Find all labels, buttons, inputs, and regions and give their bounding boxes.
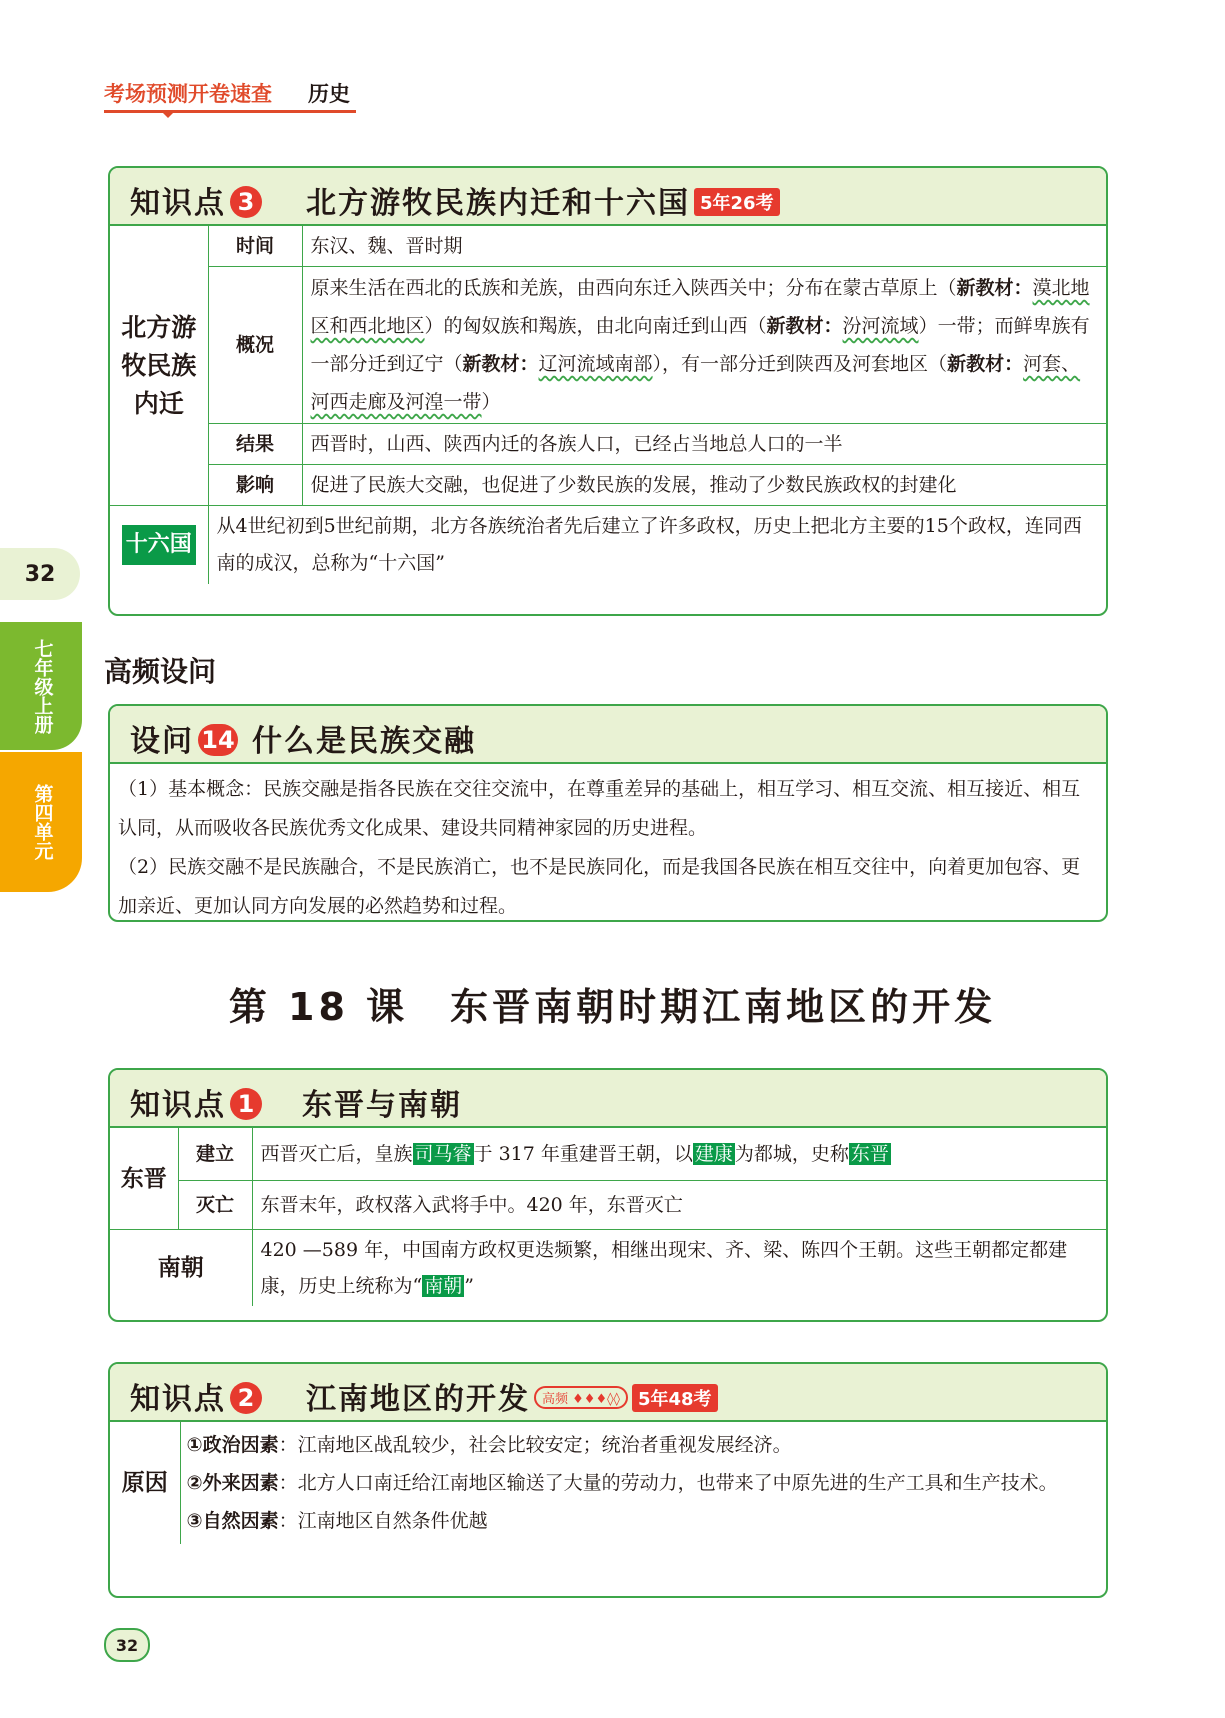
kp3-title: 北方游牧民族内迁和十六国 5年26考 (306, 178, 780, 222)
result-label: 结果 (208, 424, 302, 465)
header-subject: 历史 (308, 82, 350, 106)
kp2-title: 江南地区的开发 高频 ♦♦♦◊◊ 5年48考 (306, 1374, 718, 1418)
header-rule (104, 110, 356, 113)
kp2-box (108, 1362, 1108, 1598)
kp1-table (110, 1128, 1106, 1306)
kp1-number: 1 (230, 1088, 262, 1120)
kp3-box (108, 166, 1108, 616)
q14-box (108, 704, 1108, 922)
lesson-title: 第 18 课 东晋南朝时期江南地区的开发 (228, 985, 997, 1029)
result-value: 西晋时，山西、陕西内迁的各族人口，已经占当地总人口的一半 (302, 424, 1106, 465)
side-grade-tab: 七年级上册 (0, 622, 82, 750)
highlight-dongjin: 东晋 (850, 1143, 889, 1165)
q14-label: 设问 14 (130, 716, 238, 760)
fall-label: 灭亡 (178, 1181, 252, 1230)
kp2-table (110, 1422, 1106, 1544)
q14-title: 什么是民族交融 (252, 724, 476, 759)
q14-body (110, 764, 1106, 922)
q14-header (110, 706, 1106, 764)
sixteen-value: 从4世纪初到5世纪前期，北方各族统治者先后建立了许多政权，历史上把北方主要的15个政权，连同西南的成汉，总称为“十六国” (208, 506, 1106, 585)
kp1-label: 知识点 1 (130, 1080, 262, 1124)
overview-value: 原来生活在西北的氐族和羌族，由西向东迁入陕西关中；分布在蒙古草原上（新教材：漠北地区和西北地区）的匈奴族和羯族，由北向南迁到山西（新教材：汾河流域）一带；而鲜卑族有一部分迁到辽宁（新教材：辽河流域南部），有一部分迁到陕西及河套地区（新教材：河套、河西走廊及河湟一带） (302, 267, 1106, 424)
highlight-nanchao: 南朝 (424, 1275, 463, 1297)
sixteen-label-cell (110, 506, 208, 585)
kp2-header (110, 1364, 1106, 1422)
kp3-number: 3 (230, 186, 262, 218)
kp3-group-label: 北方游牧民族内迁 (110, 226, 208, 506)
kp3-table (110, 226, 1106, 584)
sixteen-label: 十六国 (122, 525, 196, 565)
kp2-number: 2 (230, 1382, 262, 1414)
kp1-box (108, 1068, 1108, 1322)
nanchao-value: 420 —589 年，中国南方政权更迭频繁，相继出现宋、齐、梁、陈四个王朝。这些王朝都定都建康，历史上统称为“ 南朝 ” (252, 1230, 1106, 1307)
section-title: 高频设问 (104, 655, 217, 688)
reason-item: ③自然因素：江南地区自然条件优越 (186, 1510, 488, 1532)
q14-number: 14 (198, 724, 238, 756)
time-value: 东汉、魏、晋时期 (302, 226, 1106, 267)
side-unit-tab: 第四单元 (0, 752, 82, 892)
impact-value: 促进了民族大交融，也促进了少数民族的发展，推动了少数民族政权的封建化 (302, 465, 1106, 506)
q14-para-1: （1）基本概念：民族交融是指各民族在交往交流中，在尊重差异的基础上，相互学习、相互交流、相互接近、相互认同，从而吸收各民族优秀文化成果、建设共同精神家园的历史进程。 (118, 778, 1081, 839)
dongjin-label: 东晋 (110, 1128, 178, 1230)
side-page-tab: 32 (0, 548, 80, 600)
found-value: 西晋灭亡后，皇族 司马睿 于 317 年重建晋王朝，以 建康 为都城，史称 东晋 (252, 1128, 1106, 1181)
nanchao-label: 南朝 (110, 1230, 252, 1307)
flame-icons: ♦♦♦◊◊ (572, 1392, 620, 1407)
reason-list (180, 1422, 1106, 1544)
reason-item: ②外来因素：北方人口南迁给江南地区输送了大量的劳动力，也带来了中原先进的生产工具和生产技术。 (186, 1472, 1058, 1494)
overview-label: 概况 (208, 267, 302, 424)
kp2-label: 知识点 2 (130, 1374, 262, 1418)
page-number: 32 (104, 1628, 150, 1662)
q14-para-2: （2）民族交融不是民族融合，不是民族消亡，也不是民族同化，而是我国各民族在相互交往中，向着更加包容、更加亲近、更加认同方向发展的必然趋势和过程。 (118, 856, 1081, 917)
reason-item: ①政治因素：江南地区战乱较少，社会比较安定；统治者重视发展经济。 (186, 1434, 792, 1456)
kp2-exam-badge: 5年48考 (632, 1384, 718, 1412)
reason-label: 原因 (110, 1422, 180, 1544)
impact-label: 影响 (208, 465, 302, 506)
time-label: 时间 (208, 226, 302, 267)
found-label: 建立 (178, 1128, 252, 1181)
highlight-jiankang: 建康 (694, 1143, 733, 1165)
kp2-frequency-badge: 高频 ♦♦♦◊◊ (534, 1386, 628, 1409)
fall-value: 东晋末年，政权落入武将手中。420 年，东晋灭亡 (252, 1181, 1106, 1230)
header-title: 考场预测开卷速查 (104, 82, 272, 106)
kp3-label: 知识点 3 (130, 178, 262, 222)
highlight-sima-rui: 司马睿 (414, 1143, 472, 1165)
kp3-header (110, 168, 1106, 226)
kp1-title: 东晋与南朝 (302, 1088, 462, 1123)
header-notch (160, 110, 176, 118)
kp1-header (110, 1070, 1106, 1128)
kp3-exam-badge: 5年26考 (694, 188, 780, 216)
